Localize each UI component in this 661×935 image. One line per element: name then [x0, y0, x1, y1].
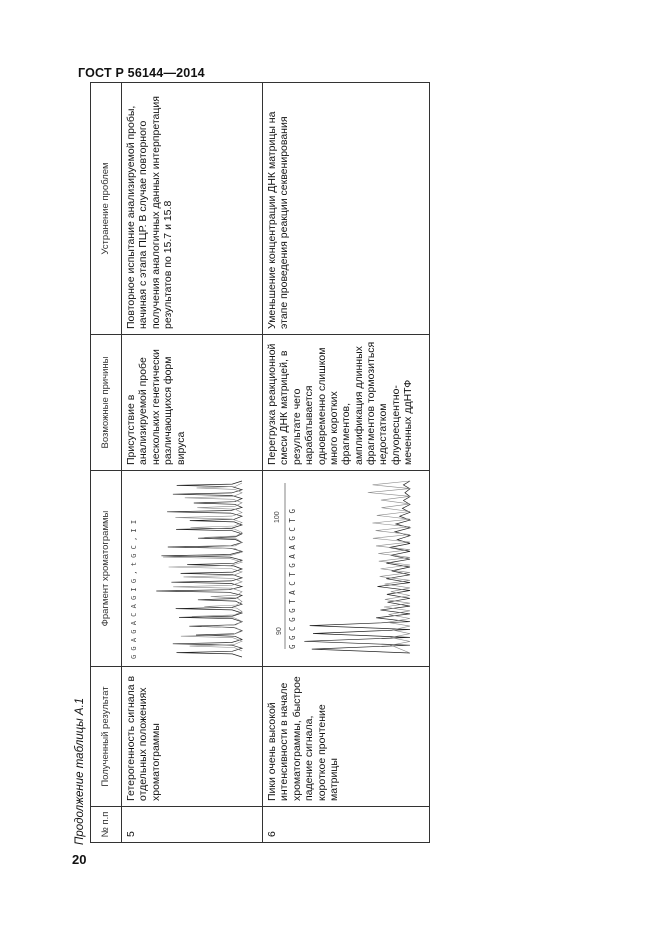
- row-number: 6: [263, 807, 430, 843]
- table-caption: Продолжение таблицы А.1: [74, 697, 86, 845]
- table-header-row: [91, 83, 122, 843]
- header-causes: Возможные причины: [91, 335, 122, 471]
- header-result: Полученный результат: [91, 667, 122, 807]
- chromatogram-sequence: G G C G G T A C T G A A G C T G: [288, 509, 297, 649]
- page-number: 20: [72, 852, 87, 867]
- chromatogram-image: [124, 475, 250, 663]
- row-causes: Присутствие в анализируемой пробе нескольких генетически различающихся форм вируса: [122, 335, 263, 471]
- chromatogram-trace: [368, 481, 410, 653]
- rotated-table-container: [90, 83, 416, 843]
- row-fix: Уменьшение концентрации ДНК матрицы на этапе проведения реакции секвенирования: [263, 83, 430, 335]
- chromatogram-sequence: G G A G A C A G I G , t G C , I I: [130, 519, 138, 659]
- position-marker-100: 100: [274, 511, 281, 523]
- header-fix: Устранение проблем: [91, 83, 122, 335]
- chromatogram-cell: [263, 471, 430, 667]
- table-row: [263, 83, 430, 843]
- chromatogram-cell: [122, 471, 263, 667]
- header-fragment: Фрагмент хроматограммы: [91, 471, 122, 667]
- table-row: [122, 83, 263, 843]
- row-result: Пики очень высокой интенсивности в начале хроматограммы, быстрое падение сигнала, короткое прочтение матрицы: [263, 667, 430, 807]
- troubleshooting-table: [90, 82, 430, 843]
- position-marker-90: 90: [276, 627, 283, 635]
- row-number: 5: [122, 807, 263, 843]
- document-standard-header: ГОСТ Р 56144—2014: [78, 66, 205, 80]
- row-fix: Повторное испытание анализируемой пробы, начиная с этапа ПЦР. В случае повторного получения аналогичных данных интерпретация результатов по 15.7 и 15.8: [122, 83, 263, 335]
- chromatogram-image: [265, 475, 415, 663]
- row-result: Гетерогенность сигнала в отдельных положениях хроматограммы: [122, 667, 263, 807]
- row-causes: Перегрузка реакционной смеси ДНК матрицей, в результате чего нарабатывается одновременно слишком много коротких фрагментов, амплификация длинных фрагментов тормозиться недостатком флуоресцентно-меченных ддНТФ: [263, 335, 430, 471]
- header-num: № п.п: [91, 807, 122, 843]
